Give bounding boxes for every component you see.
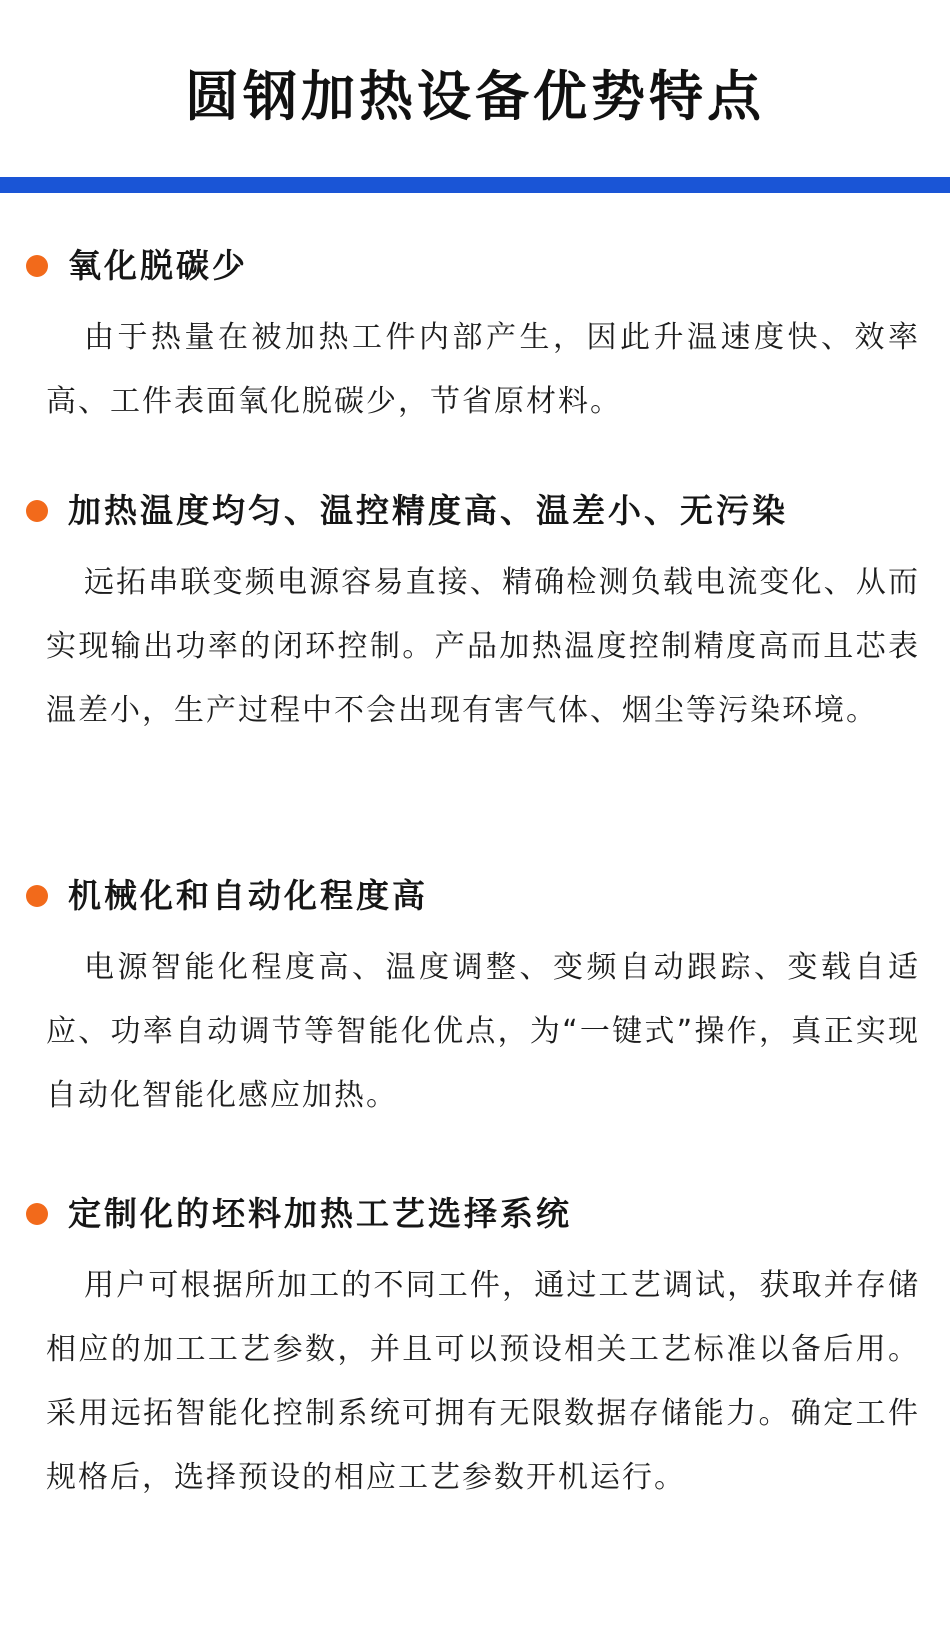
feature-heading-text: 定制化的坯料加热工艺选择系统 <box>68 1194 572 1233</box>
feature-heading-text: 机械化和自动化程度高 <box>68 876 428 915</box>
bullet-dot-icon <box>26 500 48 522</box>
feature-section-oxidation <box>0 242 950 434</box>
feature-section-process-system <box>0 1190 950 1510</box>
feature-description: 用户可根据所加工的不同工件，通过工艺调试，获取并存储相应的加工工艺参数，并且可以预设相关工艺标准以备后用。采用远拓智能化控制系统可拥有无限数据存储能力。确定工件规格后，选择预设的相应工艺参数开机运行。 <box>46 1268 920 1495</box>
feature-heading <box>0 242 950 290</box>
bullet-dot-icon <box>26 255 48 277</box>
feature-heading <box>0 487 950 535</box>
bullet-dot-icon <box>26 885 48 907</box>
page-title: 圆钢加热设备优势特点 <box>185 65 765 128</box>
feature-heading-text: 加热温度均匀、温控精度高、温差小、无污染 <box>68 491 788 530</box>
feature-section-temperature <box>0 487 950 743</box>
accent-divider <box>0 177 950 193</box>
feature-heading <box>0 872 950 920</box>
feature-description: 由于热量在被加热工件内部产生，因此升温速度快、效率高、工件表面氧化脱碳少，节省原材料。 <box>46 320 920 419</box>
feature-heading-text: 氧化脱碳少 <box>68 246 248 285</box>
feature-heading <box>0 1190 950 1238</box>
feature-section-automation <box>0 872 950 1128</box>
bullet-dot-icon <box>26 1203 48 1225</box>
feature-description: 电源智能化程度高、温度调整、变频自动跟踪、变载自适应、功率自动调节等智能化优点，为“一键式”操作，真正实现自动化智能化感应加热。 <box>46 950 920 1113</box>
feature-description: 远拓串联变频电源容易直接、精确检测负载电流变化、从而实现输出功率的闭环控制。产品加热温度控制精度高而且芯表温差小，生产过程中不会出现有害气体、烟尘等污染环境。 <box>46 565 920 728</box>
